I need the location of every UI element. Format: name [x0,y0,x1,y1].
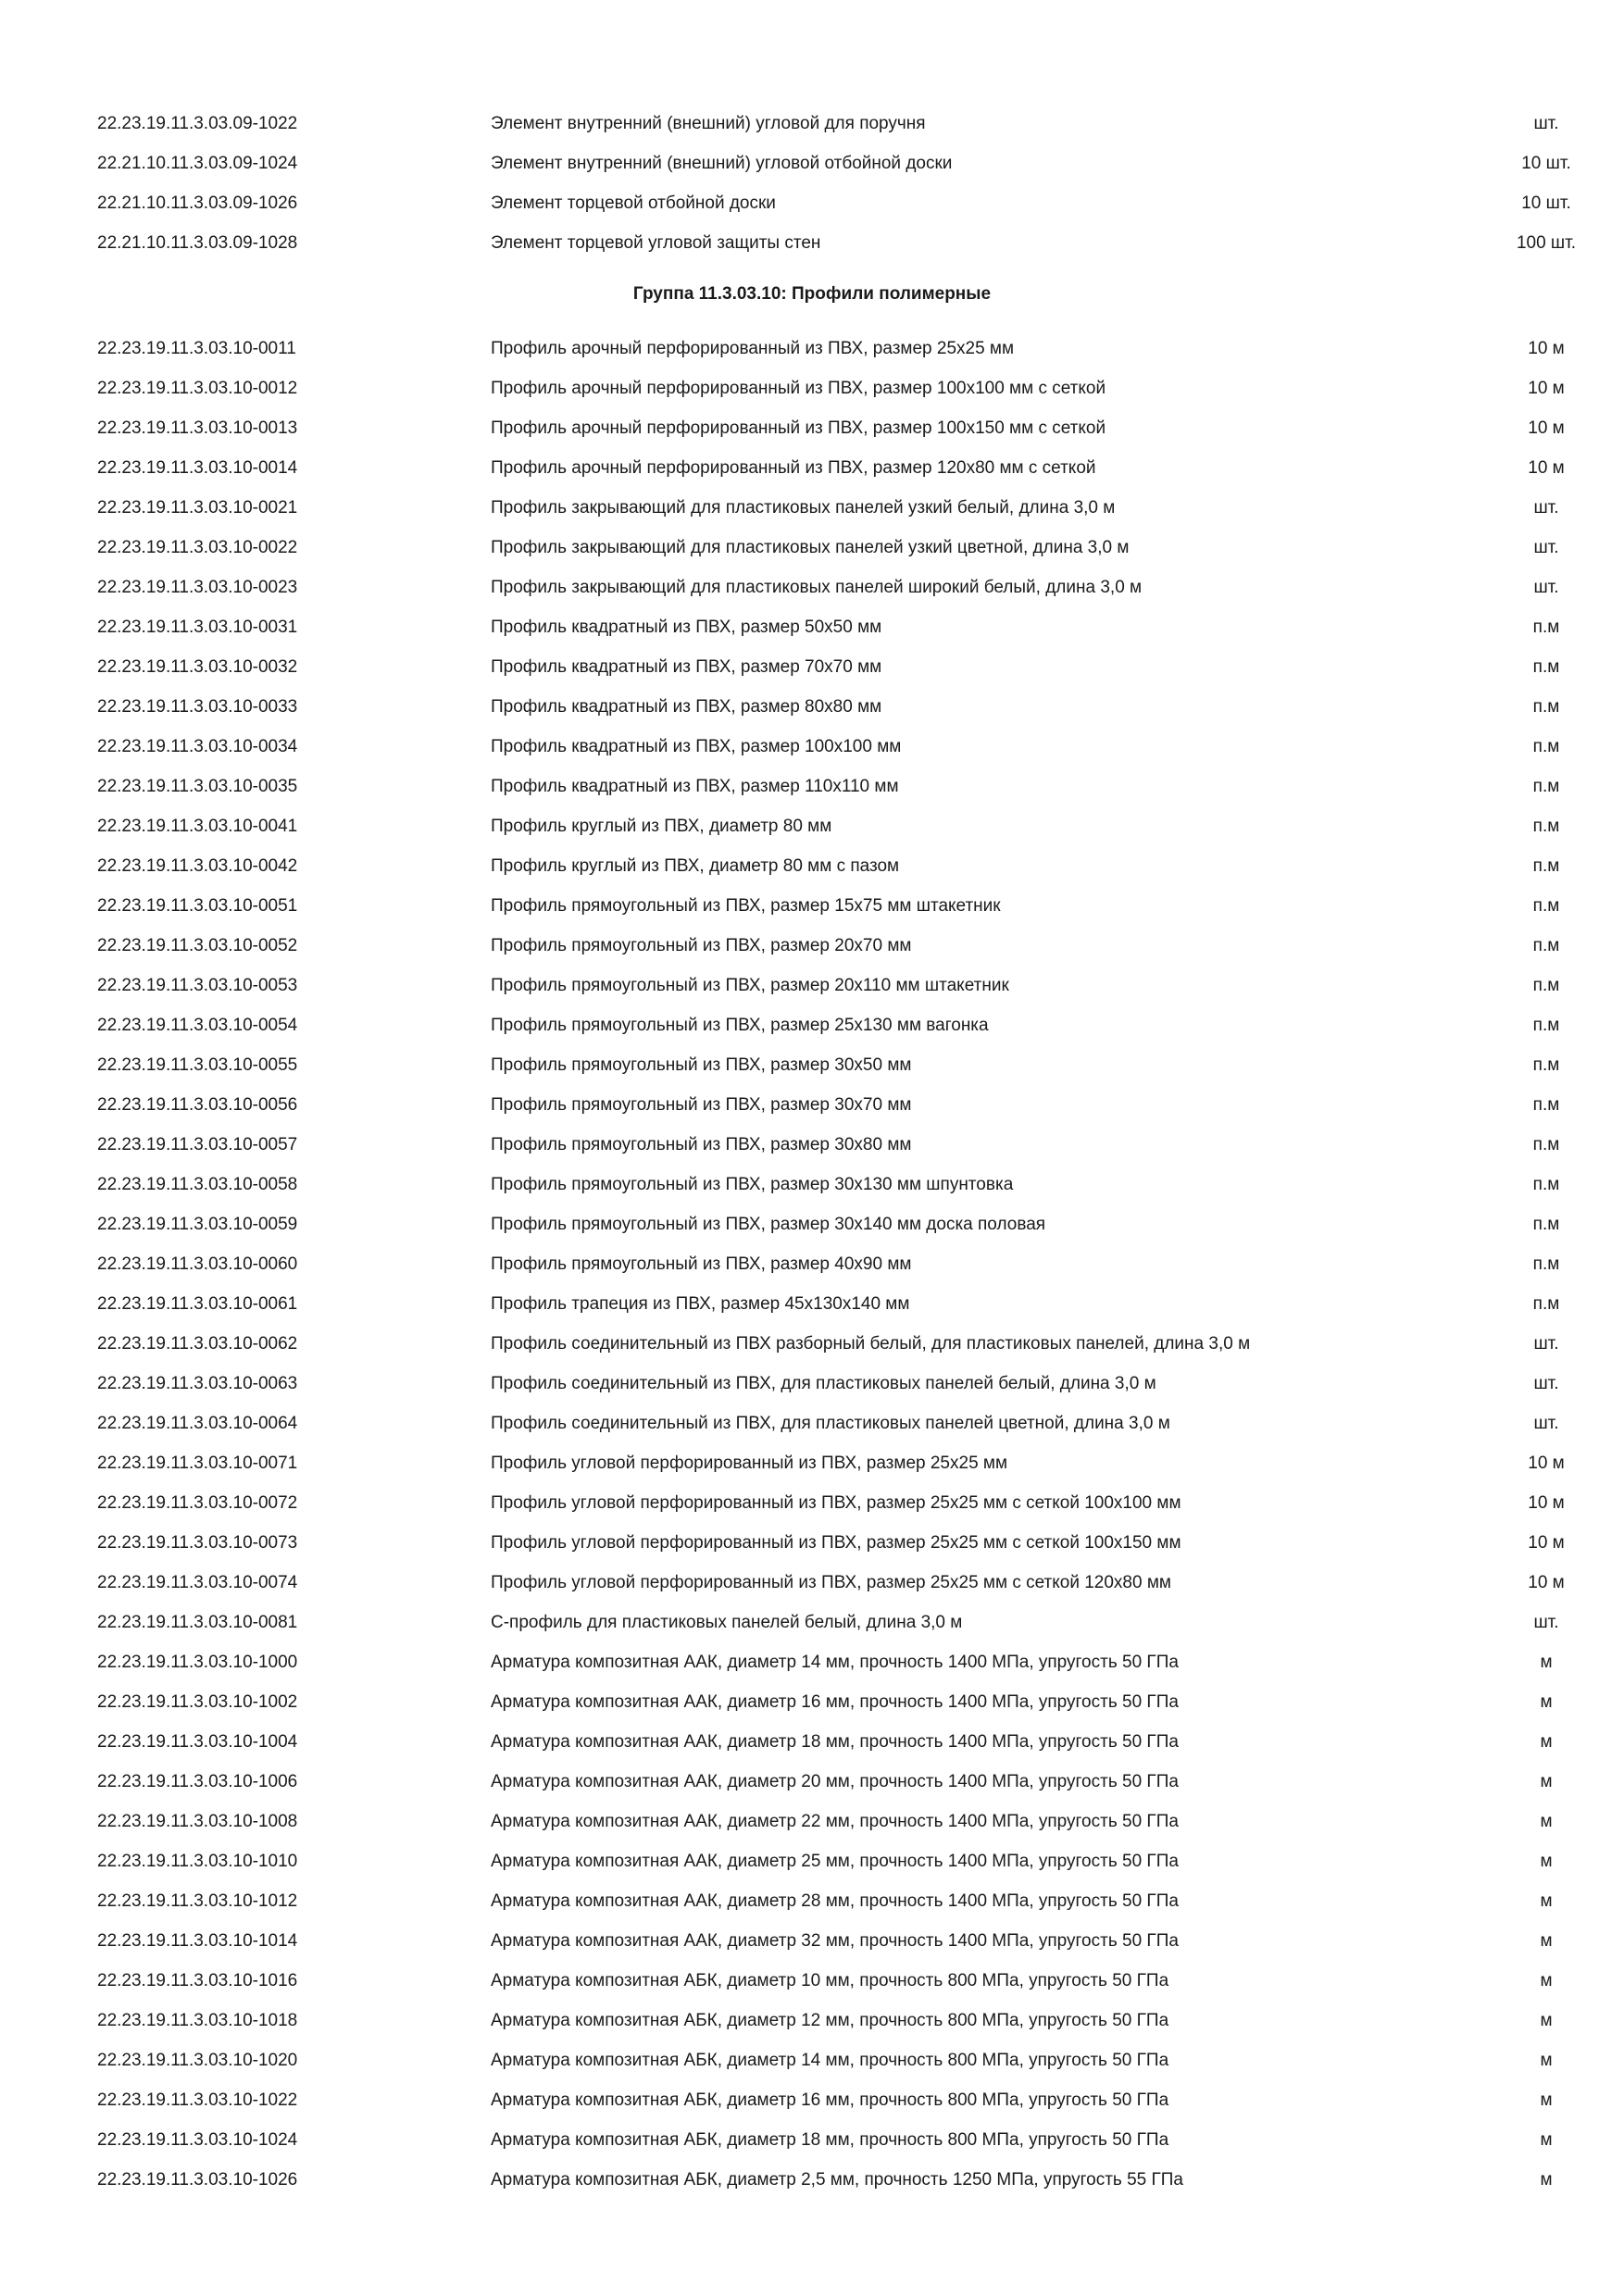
item-code: 22.23.19.11.3.03.10-0081 [97,1613,298,1632]
item-name: Арматура композитная ААК, диаметр 14 мм, прочность 1400 МПа, упругость 50 ГПа [491,1653,1179,1672]
item-name: Профиль арочный перфорированный из ПВХ, размер 25x25 мм [491,339,1015,358]
item-unit: п.м [1532,1294,1560,1314]
item-unit: 10 м [1528,418,1565,438]
item-unit: 10 шт. [1521,193,1571,213]
item-unit: п.м [1532,817,1560,836]
table-row [0,2120,1624,2160]
item-unit: 10 м [1528,1573,1565,1592]
item-code: 22.23.19.11.3.03.10-1006 [97,1772,298,1791]
item-code: 22.23.19.11.3.03.10-0074 [97,1573,298,1592]
table-row [0,2001,1624,2040]
item-code: 22.23.19.11.3.03.10-0033 [97,697,298,717]
item-code: 22.23.19.11.3.03.10-0062 [97,1334,298,1354]
table-row [0,926,1624,966]
item-code: 22.23.19.11.3.03.10-0022 [97,538,298,557]
item-code: 22.23.19.11.3.03.10-1026 [97,2170,298,2190]
item-unit: м [1540,1692,1553,1712]
item-name: Профиль квадратный из ПВХ, размер 50x50 мм [491,618,882,637]
item-code: 22.23.19.11.3.03.10-0011 [97,339,296,358]
item-unit: м [1540,1812,1553,1831]
item-code: 22.23.19.11.3.03.10-0054 [97,1016,298,1035]
item-name: Арматура композитная ААК, диаметр 32 мм, прочность 1400 МПа, упругость 50 ГПа [491,1931,1179,1951]
table-row [0,1523,1624,1563]
table-row [0,607,1624,647]
item-unit: 10 шт. [1521,154,1571,173]
item-name: Арматура композитная ААК, диаметр 25 мм, прочность 1400 МПа, упругость 50 ГПа [491,1852,1179,1871]
table-row [0,727,1624,767]
item-unit: 10 м [1528,339,1565,358]
item-name: Профиль квадратный из ПВХ, размер 110x110 мм [491,777,899,796]
item-name: Элемент торцевой отбойной доски [491,193,776,213]
item-code: 22.21.10.11.3.03.09-1024 [97,154,298,173]
item-code: 22.23.19.11.3.03.10-1018 [97,2011,298,2030]
item-unit: п.м [1532,896,1560,916]
item-code: 22.21.10.11.3.03.09-1028 [97,233,298,253]
item-code: 22.23.19.11.3.03.10-0042 [97,856,298,876]
item-code: 22.23.19.11.3.03.10-0072 [97,1493,298,1513]
table-row [0,528,1624,568]
table-row [0,1165,1624,1204]
item-name: Профиль закрывающий для пластиковых панелей широкий белый, длина 3,0 м [491,578,1143,597]
item-unit: п.м [1532,618,1560,637]
item-unit: м [1540,2011,1553,2030]
item-code: 22.23.19.11.3.03.10-1020 [97,2051,298,2070]
item-name: Арматура композитная АБК, диаметр 16 мм, прочность 800 МПа, упругость 50 ГПа [491,2090,1169,2110]
item-code: 22.23.19.11.3.03.10-1008 [97,1812,298,1831]
item-unit: м [1540,1971,1553,1990]
item-unit: м [1540,2170,1553,2190]
item-code: 22.23.19.11.3.03.10-0034 [97,737,298,756]
item-code: 22.23.19.11.3.03.10-0073 [97,1533,298,1553]
table-row [0,1483,1624,1523]
item-name: Арматура композитная АБК, диаметр 10 мм, прочность 800 МПа, упругость 50 ГПа [491,1971,1169,1990]
item-code: 22.23.19.11.3.03.10-0056 [97,1095,298,1115]
item-code: 22.23.19.11.3.03.10-1004 [97,1732,298,1752]
item-unit: шт. [1533,538,1559,557]
item-unit: п.м [1532,1016,1560,1035]
item-code: 22.23.19.11.3.03.10-0013 [97,418,298,438]
table-row [0,1762,1624,1802]
table-row [0,2040,1624,2080]
item-name: Элемент внутренний (внешний) угловой для поручня [491,114,926,133]
item-name: Арматура композитная АБК, диаметр 18 мм, прочность 800 МПа, упругость 50 ГПа [491,2130,1169,2150]
table-row [0,1682,1624,1722]
item-code: 22.23.19.11.3.03.10-1024 [97,2130,298,2150]
item-name: Арматура композитная ААК, диаметр 18 мм, прочность 1400 МПа, упругость 50 ГПа [491,1732,1179,1752]
item-code: 22.23.19.11.3.03.10-0014 [97,458,298,478]
item-name: Арматура композитная АБК, диаметр 2,5 мм, прочность 1250 МПа, упругость 55 ГПа [491,2170,1183,2190]
item-unit: м [1540,2090,1553,2110]
table-row [0,1642,1624,1682]
item-code: 22.23.19.11.3.03.10-0060 [97,1254,298,1274]
item-name: Профиль квадратный из ПВХ, размер 70x70 мм [491,657,882,677]
item-unit: 10 м [1528,1493,1565,1513]
item-unit: п.м [1532,1254,1560,1274]
table-row [0,966,1624,1005]
table-row [0,144,1624,183]
item-unit: п.м [1532,1095,1560,1115]
table-row [0,1841,1624,1881]
item-code: 22.23.19.11.3.03.10-0061 [97,1294,298,1314]
item-code: 22.23.19.11.3.03.10-0063 [97,1374,298,1393]
table-row [0,687,1624,727]
table-row [0,1802,1624,1841]
item-unit: шт. [1533,1374,1559,1393]
item-code: 22.23.19.11.3.03.10-0064 [97,1414,298,1433]
item-unit: м [1540,1653,1553,1672]
item-name: Профиль квадратный из ПВХ, размер 80x80 мм [491,697,882,717]
table-row [0,408,1624,448]
item-unit: м [1540,1891,1553,1911]
item-code: 22.23.19.11.3.03.10-0059 [97,1215,298,1234]
item-unit: м [1540,1732,1553,1752]
item-code: 22.23.19.11.3.03.10-0032 [97,657,298,677]
table-row [0,1005,1624,1045]
item-name: Профиль закрывающий для пластиковых панелей узкий белый, длина 3,0 м [491,498,1116,518]
item-name: Профиль прямоугольный из ПВХ, размер 30x140 мм доска половая [491,1215,1046,1234]
table-row [0,488,1624,528]
item-code: 22.23.19.11.3.03.10-1014 [97,1931,298,1951]
item-unit: 100 шт. [1516,233,1577,253]
item-name: Профиль прямоугольный из ПВХ, размер 15x75 мм штакетник [491,896,1001,916]
item-unit: 10 м [1528,458,1565,478]
table-row [0,1881,1624,1921]
table-row [0,329,1624,368]
item-name: Профиль соединительный из ПВХ, для пластиковых панелей белый, длина 3,0 м [491,1374,1156,1393]
item-unit: шт. [1533,1414,1559,1433]
item-unit: шт. [1533,578,1559,597]
item-code: 22.23.19.11.3.03.10-0051 [97,896,298,916]
item-unit: 10 м [1528,1533,1565,1553]
item-unit: шт. [1533,498,1559,518]
item-code: 22.21.10.11.3.03.09-1026 [97,193,298,213]
item-name: Элемент торцевой угловой защиты стен [491,233,821,253]
table-row [0,846,1624,886]
table-row [0,1443,1624,1483]
item-name: Профиль угловой перфорированный из ПВХ, размер 25x25 мм с сеткой 120x80 мм [491,1573,1171,1592]
item-unit: п.м [1532,856,1560,876]
item-unit: шт. [1533,1613,1559,1632]
item-name: С-профиль для пластиковых панелей белый, длина 3,0 м [491,1613,963,1632]
table-row [0,223,1624,263]
table-row [0,1722,1624,1762]
item-unit: п.м [1532,657,1560,677]
item-name: Профиль арочный перфорированный из ПВХ, размер 100x100 мм с сеткой [491,379,1106,398]
table-row [0,2080,1624,2120]
item-name: Профиль угловой перфорированный из ПВХ, размер 25x25 мм [491,1454,1008,1473]
item-unit: 10 м [1528,1454,1565,1473]
item-name: Арматура композитная ААК, диаметр 16 мм, прочность 1400 МПа, упругость 50 ГПа [491,1692,1179,1712]
item-code: 22.23.19.11.3.03.10-0058 [97,1175,298,1194]
item-name: Профиль арочный перфорированный из ПВХ, размер 120x80 мм с сеткой [491,458,1096,478]
table-row [0,1364,1624,1404]
table-row [0,104,1624,144]
item-name: Профиль закрывающий для пластиковых панелей узкий цветной, длина 3,0 м [491,538,1130,557]
item-name: Профиль прямоугольный из ПВХ, размер 20x110 мм штакетник [491,976,1009,995]
item-name: Профиль квадратный из ПВХ, размер 100x100 мм [491,737,902,756]
table-row [0,1921,1624,1961]
item-code: 22.23.19.11.3.03.10-1022 [97,2090,298,2110]
item-unit: м [1540,1772,1553,1791]
item-unit: м [1540,2130,1553,2150]
table-row [0,1244,1624,1284]
item-name: Профиль арочный перфорированный из ПВХ, размер 100x150 мм с сеткой [491,418,1106,438]
item-code: 22.23.19.11.3.03.09-1022 [97,114,298,133]
item-unit: шт. [1533,1334,1559,1354]
item-code: 22.23.19.11.3.03.10-0035 [97,777,298,796]
group-heading: Группа 11.3.03.10: Профили полимерные [632,284,992,304]
item-unit: 10 м [1528,379,1565,398]
item-unit: п.м [1532,936,1560,955]
table-row [0,1085,1624,1125]
item-unit: м [1540,1931,1553,1951]
item-name: Профиль прямоугольный из ПВХ, размер 30x80 мм [491,1135,912,1154]
item-name: Профиль прямоугольный из ПВХ, размер 30x70 мм [491,1095,912,1115]
table-row [0,368,1624,408]
item-name: Профиль соединительный из ПВХ разборный белый, для пластиковых панелей, длина 3,0 м [491,1334,1251,1354]
table-row [0,767,1624,806]
item-code: 22.23.19.11.3.03.10-1002 [97,1692,298,1712]
table-row [0,1961,1624,2001]
item-unit: п.м [1532,1135,1560,1154]
item-unit: п.м [1532,1055,1560,1075]
item-name: Профиль трапеция из ПВХ, размер 45x130x140 мм [491,1294,910,1314]
table-row [0,1404,1624,1443]
item-unit: м [1540,2051,1553,2070]
item-name: Профиль прямоугольный из ПВХ, размер 40x90 мм [491,1254,912,1274]
item-code: 22.23.19.11.3.03.10-0041 [97,817,298,836]
item-code: 22.23.19.11.3.03.10-0053 [97,976,298,995]
table-row [0,886,1624,926]
item-name: Профиль прямоугольный из ПВХ, размер 20x70 мм [491,936,912,955]
item-code: 22.23.19.11.3.03.10-0031 [97,618,298,637]
table-row [0,1045,1624,1085]
item-name: Профиль угловой перфорированный из ПВХ, размер 25x25 мм с сеткой 100x100 мм [491,1493,1181,1513]
item-code: 22.23.19.11.3.03.10-0021 [97,498,298,518]
item-unit: п.м [1532,1215,1560,1234]
item-code: 22.23.19.11.3.03.10-0023 [97,578,298,597]
item-code: 22.23.19.11.3.03.10-1000 [97,1653,298,1672]
top-row-list [0,104,1624,263]
item-unit: м [1540,1852,1553,1871]
table-row [0,1204,1624,1244]
item-name: Арматура композитная ААК, диаметр 20 мм, прочность 1400 МПа, упругость 50 ГПа [491,1772,1179,1791]
item-code: 22.23.19.11.3.03.10-1010 [97,1852,298,1871]
item-name: Профиль круглый из ПВХ, диаметр 80 мм [491,817,832,836]
table-row [0,1603,1624,1642]
table-row [0,1563,1624,1603]
item-code: 22.23.19.11.3.03.10-0012 [97,379,298,398]
table-row [0,568,1624,607]
table-row [0,2160,1624,2200]
item-name: Арматура композитная ААК, диаметр 28 мм, прочность 1400 МПа, упругость 50 ГПа [491,1891,1179,1911]
table-row [0,806,1624,846]
item-unit: п.м [1532,1175,1560,1194]
item-code: 22.23.19.11.3.03.10-0055 [97,1055,298,1075]
item-name: Профиль соединительный из ПВХ, для пластиковых панелей цветной, длина 3,0 м [491,1414,1170,1433]
item-code: 22.23.19.11.3.03.10-1012 [97,1891,298,1911]
item-name: Арматура композитная АБК, диаметр 14 мм, прочность 800 МПа, упругость 50 ГПа [491,2051,1169,2070]
item-code: 22.23.19.11.3.03.10-0057 [97,1135,298,1154]
item-code: 22.23.19.11.3.03.10-0052 [97,936,298,955]
item-name: Профиль прямоугольный из ПВХ, размер 25x130 мм вагонка [491,1016,989,1035]
item-name: Арматура композитная ААК, диаметр 22 мм, прочность 1400 МПа, упругость 50 ГПа [491,1812,1179,1831]
item-unit: п.м [1532,737,1560,756]
main-row-list [0,329,1624,2200]
item-unit: п.м [1532,777,1560,796]
item-code: 22.23.19.11.3.03.10-1016 [97,1971,298,1990]
item-unit: п.м [1532,697,1560,717]
table-row [0,1324,1624,1364]
table-row [0,183,1624,223]
item-name: Профиль прямоугольный из ПВХ, размер 30x130 мм шпунтовка [491,1175,1014,1194]
item-name: Профиль круглый из ПВХ, диаметр 80 мм с пазом [491,856,900,876]
item-code: 22.23.19.11.3.03.10-0071 [97,1454,298,1473]
item-unit: шт. [1533,114,1559,133]
table-row [0,448,1624,488]
table-row [0,1284,1624,1324]
table-row [0,647,1624,687]
item-name: Профиль прямоугольный из ПВХ, размер 30x50 мм [491,1055,912,1075]
item-name: Арматура композитная АБК, диаметр 12 мм, прочность 800 МПа, упругость 50 ГПа [491,2011,1169,2030]
item-name: Профиль угловой перфорированный из ПВХ, размер 25x25 мм с сеткой 100x150 мм [491,1533,1181,1553]
item-name: Элемент внутренний (внешний) угловой отбойной доски [491,154,953,173]
table-row [0,1125,1624,1165]
item-unit: п.м [1532,976,1560,995]
